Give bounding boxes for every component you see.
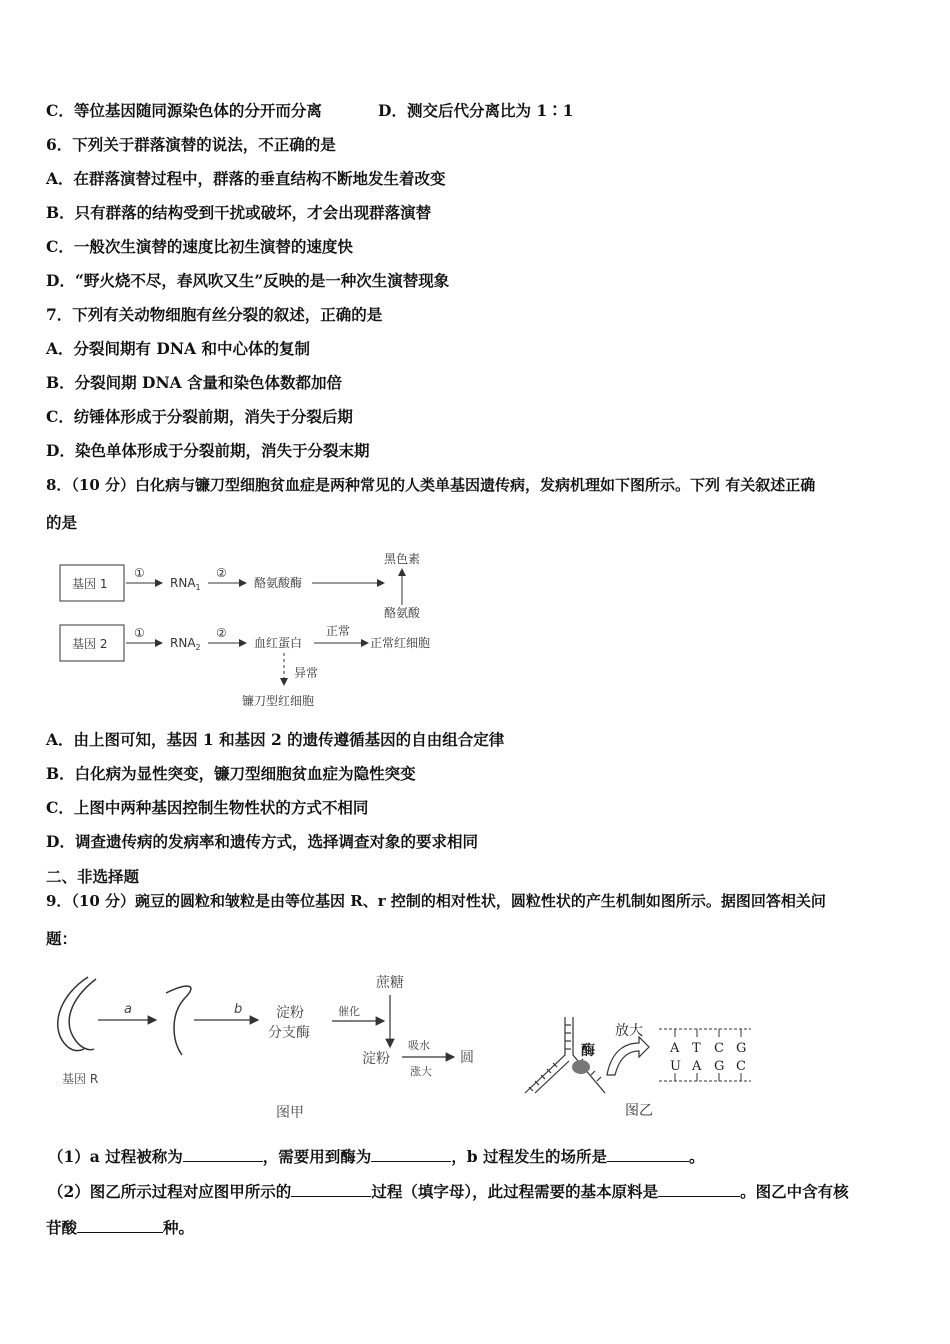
q7-option-b [46, 372, 342, 394]
q8-stem-line2: 的是 [46, 513, 78, 532]
gene-r-label: 基因 R [62, 1072, 99, 1086]
rna1-label: $RNA_1$ [170, 576, 201, 592]
tyrosinase-label: 酪氨酸酶 [254, 576, 303, 590]
enzyme-blob-icon [572, 1060, 590, 1074]
dna-strand [525, 1017, 565, 1093]
option-text: 一般次生演替的速度比初生演替的速度快 [73, 237, 353, 256]
q9-figure-a [50, 965, 490, 1125]
option-letter: B． [46, 373, 75, 392]
q6-option-b [46, 202, 431, 224]
answer-blank[interactable] [658, 1180, 740, 1197]
q9-sub2-cont [46, 1216, 194, 1239]
top-base: A [670, 1041, 680, 1056]
q8-stem-line1: 8．（10 分）白化病与镰刀型细胞贫血症是两种常见的人类单基因遗传病，发病机理如下图所示。下列 有关叙述正确 [46, 476, 816, 494]
rna-strand [535, 1061, 569, 1093]
q9-sub1 [48, 1145, 705, 1168]
option-text: 分裂间期有 DNA 和中心体的复制 [73, 339, 310, 358]
q6-option-a [46, 168, 446, 190]
bottom-base: G [714, 1059, 725, 1074]
q5-option-d [378, 100, 573, 122]
option-letter: C． [46, 407, 74, 426]
sub-text: ，b 过程发生的场所是 [451, 1147, 608, 1166]
option-text: 白化病为显性突变，镰刀型细胞贫血症为隐性突变 [74, 764, 416, 783]
abnormal-label: 异常 [294, 666, 319, 680]
step1-label: ① [134, 626, 145, 640]
round-label: 圆 [460, 1050, 474, 1066]
starch-label: 淀粉 [362, 1051, 390, 1067]
bottom-base: C [736, 1059, 746, 1074]
q9-stem-line2: 题： [46, 929, 78, 948]
answer-blank[interactable] [607, 1145, 689, 1162]
q9-stem-line1: 9．（10 分）豌豆的圆粒和皱粒是由等位基因 R、r 控制的相对性状，圆粒性状的产生机制如图所示。据图回答相关问 [46, 892, 826, 910]
sickle-rbc-label: 镰刀型红细胞 [242, 694, 315, 708]
option-letter: A． [46, 169, 74, 188]
catalyze-label: 催化 [338, 1005, 360, 1018]
top-base: G [736, 1041, 747, 1056]
step2-label: ② [216, 626, 227, 640]
step1-label: ① [134, 566, 145, 580]
sub-text: 苷酸 [46, 1218, 78, 1237]
q6-option-c [46, 236, 353, 258]
option-text: 由上图可知，基因 1 和基因 2 的遗传遵循基因的自由组合定律 [73, 730, 505, 749]
option-letter: D． [46, 441, 75, 460]
option-text: 测交后代分离比为 1∶1 [406, 101, 574, 120]
option-letter: C． [46, 237, 74, 256]
swell-label: 涨大 [410, 1065, 432, 1078]
normal-rbc-label: 正常红细胞 [370, 636, 431, 650]
option-text: 分裂间期 DNA 含量和染色体数都加倍 [74, 373, 343, 392]
figure-b-caption: 图乙 [625, 1103, 653, 1119]
bottom-base: U [670, 1059, 681, 1074]
top-base: T [692, 1041, 701, 1056]
sub-text: 种。 [163, 1218, 195, 1237]
q7-option-a [46, 338, 310, 360]
sub-text: 图乙所示过程对应图甲所示的 [89, 1182, 292, 1201]
sub-label: （1） [48, 1147, 90, 1166]
gene1-label: 基因 1 [72, 577, 108, 591]
q8-option-d [46, 831, 478, 853]
q7-option-c [46, 406, 353, 428]
answer-blank[interactable] [77, 1216, 163, 1233]
absorb-water-label: 吸水 [408, 1039, 430, 1052]
tyrosine-label: 酪氨酸 [384, 606, 421, 620]
option-text: 纺锤体形成于分裂前期，消失于分裂后期 [73, 407, 353, 426]
option-text: 只有群落的结构受到干扰或破坏，才会出现群落演替 [74, 203, 432, 222]
sucrose-label: 蔗糖 [376, 975, 404, 991]
option-letter: D． [378, 101, 407, 120]
q6-stem: 6．下列关于群落演替的说法，不正确的是 [46, 135, 336, 154]
q9-sub2 [48, 1180, 849, 1203]
option-letter: B． [46, 764, 75, 783]
sub-text: ，需要用到酶为 [262, 1147, 372, 1166]
q5-option-c [46, 100, 322, 122]
answer-blank[interactable] [371, 1145, 451, 1162]
q8-pathway-diagram [50, 545, 470, 720]
section-title: 二、非选择题 [46, 867, 140, 886]
option-text: 调查遗传病的发病率和遗传方式，选择调查对象的要求相同 [74, 832, 478, 851]
sub-label: （2） [48, 1182, 90, 1201]
process-b-label: b [234, 1002, 243, 1017]
option-text: “野火烧不尽，春风吹又生”反映的是一种次生演替现象 [74, 271, 450, 290]
sub-text: a 过程被称为 [89, 1147, 183, 1166]
hemoglobin-label: 血红蛋白 [254, 636, 303, 650]
option-text: 上图中两种基因控制生物性状的方式不相同 [73, 798, 369, 817]
option-letter: B． [46, 203, 75, 222]
answer-blank[interactable] [291, 1180, 371, 1197]
q8-option-c [46, 797, 368, 819]
top-base: C [714, 1041, 724, 1056]
q8-option-b [46, 763, 416, 785]
q7-option-d [46, 440, 369, 462]
figure-a-caption: 图甲 [276, 1105, 304, 1121]
rna-strand-icon [166, 986, 191, 1055]
dna-double-strand-icon [58, 977, 96, 1051]
process-a-label: a [124, 1002, 132, 1017]
option-letter: D． [46, 832, 75, 851]
option-text: 在群落演替过程中，群落的垂直结构不断地发生着改变 [73, 169, 446, 188]
enzyme-label-line2: 分支酶 [268, 1025, 310, 1041]
magnify-label: 放大 [615, 1023, 643, 1039]
enzyme-label-line1: 淀粉 [276, 1005, 304, 1021]
bottom-base: A [692, 1059, 702, 1074]
option-letter: A． [46, 730, 74, 749]
gene2-label: 基因 2 [72, 637, 108, 651]
option-text: 等位基因随同源染色体的分开而分离 [73, 101, 322, 120]
sub-text: 过程（填字母），此过程需要的基本原料是 [371, 1182, 659, 1201]
rna2-label: $RNA_2$ [170, 636, 201, 652]
q9-figure-b [515, 1015, 755, 1125]
sub-text: 。 [689, 1147, 705, 1166]
option-letter: C． [46, 101, 74, 120]
option-text: 染色单体形成于分裂前期，消失于分裂末期 [74, 441, 370, 460]
option-letter: A． [46, 339, 74, 358]
option-letter: D． [46, 271, 75, 290]
magnify-arrow-icon [607, 1037, 649, 1075]
sub-text: 。图乙中含有核 [740, 1182, 849, 1201]
answer-blank[interactable] [183, 1145, 263, 1162]
normal-label: 正常 [326, 624, 351, 638]
enzyme-label: 酶 [581, 1043, 595, 1059]
q8-option-a [46, 729, 504, 751]
q7-stem: 7．下列有关动物细胞有丝分裂的叙述，正确的是 [46, 305, 383, 324]
q6-option-d [46, 270, 449, 292]
melanin-label: 黑色素 [384, 552, 421, 566]
option-letter: C． [46, 798, 74, 817]
step2-label: ② [216, 566, 227, 580]
